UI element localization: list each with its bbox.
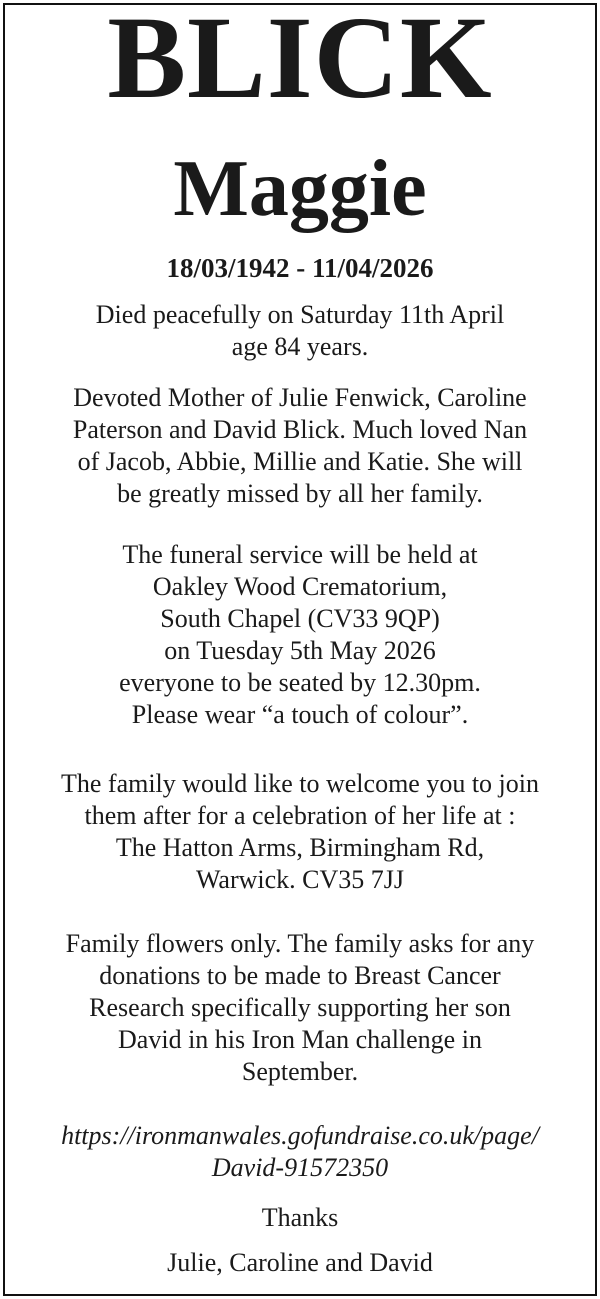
family-line: Paterson and David Blick. Much loved Nan [72,415,528,444]
flowers-paragraph [5,928,595,1088]
death-paragraph [5,299,595,363]
flowers-line: David in his Iron Man challenge in [118,1025,482,1054]
fundraising-link [5,1120,595,1184]
death-line: Died peacefully on Saturday 11th April [95,300,505,329]
thanks-text: Thanks [261,1203,339,1232]
link-line: https://ironmanwales.gofundraise.co.uk/page/ [61,1121,539,1150]
funeral-line: on Tuesday 5th May 2026 [164,636,436,665]
death-line: age 84 years. [231,332,369,361]
signoff-text: Julie, Caroline and David [167,1248,433,1277]
funeral-line: The funeral service will be held at [122,540,478,569]
funeral-line: Please wear “a touch of colour”. [131,700,469,729]
celebration-paragraph [5,768,595,896]
funeral-line: South Chapel (CV33 9QP) [160,604,440,633]
family-line: be greatly missed by all her family. [117,479,483,508]
flowers-line: Research specifically supporting her son [89,993,511,1022]
funeral-line: everyone to be seated by 12.30pm. [119,668,481,697]
celebration-line: them after for a celebration of her life at : [84,801,516,830]
celebration-line: The family would like to welcome you to join [60,769,540,798]
flowers-line: Family flowers only. The family asks for any [65,929,535,958]
celebration-line: Warwick. CV35 7JJ [195,865,405,894]
flowers-line: donations to be made to Breast Cancer [99,961,501,990]
flowers-line: September. [241,1057,359,1086]
family-paragraph [5,382,595,510]
link-line: David-91572350 [211,1153,389,1182]
obituary-notice [3,0,597,1296]
family-line: of Jacob, Abbie, Millie and Katie. She will [77,447,523,476]
funeral-line: Oakley Wood Crematorium, [152,572,448,601]
celebration-line: The Hatton Arms, Birmingham Rd, [115,833,485,862]
surname-heading: BLICK [107,0,493,123]
family-line: Devoted Mother of Julie Fenwick, Caroline [73,383,527,412]
funeral-paragraph [5,539,595,731]
life-dates: 18/03/1942 - 11/04/2026 [166,253,434,283]
first-name-heading: Maggie [173,145,427,233]
